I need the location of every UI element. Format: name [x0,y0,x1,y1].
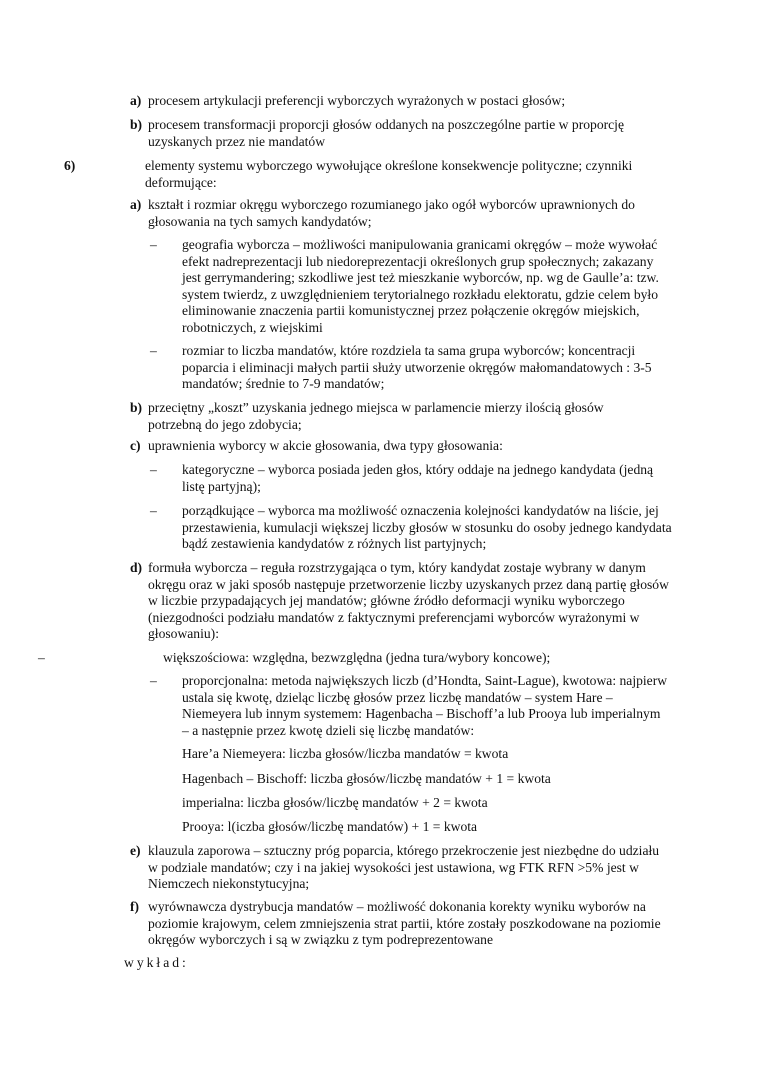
dash-marker: – [150,343,157,358]
list-marker: c) [130,438,141,453]
dash-marker: – [150,673,157,688]
list-item-text: klauzula zaporowa – sztuczny próg poparcia, którego przekroczenie jest niezbędne do udziału w podziale mandatów; czy i na jakiej wysokości jest ustawiona, wg FTK RFN >5% jest w Niemczech niekonstytucyjna; [148,843,660,892]
section-number: 6) [64,158,76,173]
dash-marker: – [38,650,45,665]
sub-item-text: kategoryczne – wyborca posiada jeden głos, który oddaje na jednego kandydata (jedną listę partyjną); [182,462,654,494]
list-marker: b) [130,400,143,415]
dash-marker: – [150,503,157,518]
dash-marker: – [150,462,157,477]
list-item-text: procesem transformacji proporcji głosów oddanych na poszczególne partie w proporcję uzyskanych przez nie mandatów [148,117,624,149]
sub-item-text: większościowa: względna, bezwzględna (jedna tura/wybory koncowe); [163,650,551,665]
list-marker: e) [130,843,141,858]
list-item-text: przeciętny „koszt” uzyskania jednego miejsca w parlamencie mierzy ilością głosów potrzebną do jego zdobycia; [148,400,604,432]
sub-item-text: rozmiar to liczba mandatów, które rozdziela ta sama grupa wyborców; koncentracji poparcia i eliminacji małych partii służy utworzenie okręgów małomandatowych : 3-5 mandatów; średnie to 7-9 mandatów; [182,343,652,392]
list-marker: b) [130,117,143,132]
list-item-text: uprawnienia wyborcy w akcie głosowania, dwa typy głosowania: [148,438,503,453]
dash-marker: – [150,237,157,252]
list-item-text: kształt i rozmiar okręgu wyborczego rozumianego jako ogół wyborców uprawnionych do głosowania na tych samych kandydatów; [148,197,635,229]
list-item-text: formuła wyborcza – reguła rozstrzygająca o tym, który kandydat zostaje wybrany w danym okręgu oraz w jaki sposób następuje przetworzenie liczby uzyskanych przez daną partię głosów w liczbie przypadających jej mandatów; główne źródło deformacji wyniku wyborczego (niezgodności podziału mandatów z faktycznymi preferencjami wyborców wyrażonymi w głosowaniu): [148,560,669,642]
sub-item-text: porządkujące – wyborca ma możliwość oznaczenia kolejności kandydatów na liście, jej przestawienia, kumulacji większej liczby głosów w stosunku do osoby jednego kandydata bądź zestawienia kandydatów z różnych list partyjnych; [182,503,672,552]
sub-item-text: proporcjonalna: metoda największych liczb (d’Hondta, Saint-Lague), kwotowa: najpierw ustala się kwotę, dzieląc liczbę głosów przez liczbę mandatów – system Hare – Niemeyera lub innym systemem: Hagenbacha – Bischoff’a lub Prooya lub imperialnym – a następnie przez kwotę dzieli się liczbę mandatów: [182,673,668,738]
list-marker: f) [130,899,140,914]
list-marker: a) [130,93,142,108]
list-item-text: procesem artykulacji preferencji wyborczych wyrażonych w postaci głosów; [148,93,566,108]
formula-line: Hagenbach – Bischoff: liczba głosów/liczbę mandatów + 1 = kwota [182,771,551,786]
sub-item-text: geografia wyborcza – możliwości manipulowania granicami okręgów – może wywołać efekt nadreprezentacji lub niedoreprezentacji określonych grup społecznych; zakazany jest gerrymandering; szkodliwe jest też mieszkanie wyborców, np. wg de Gaulle’a: tzw. system twierdz, z uwzględnieniem terytorialnego rozkładu elektoratu, gdzie celem było eliminowanie znaczenia partii komunistycznej przez połączenie okręgów miejskich, robotniczych, z wiejskimi [182,237,659,335]
list-marker: d) [130,560,143,575]
list-item-text: wyrównawcza dystrybucja mandatów – możliwość dokonania korekty wyniku wyborów na poziomie krajowym, celem zmniejszenia strat partii, które zostały poszkodowane na poziomie okręgów wyborczych i są w związku z tym podreprezentowane [148,899,661,948]
lecture-label: wykład: [124,955,189,970]
formula-line: Prooya: l(iczba głosów/liczbę mandatów) + 1 = kwota [182,819,478,834]
list-marker: a) [130,197,142,212]
formula-line: imperialna: liczba głosów/liczbę mandatów + 2 = kwota [182,795,488,810]
section-heading-text: elementy systemu wyborczego wywołujące określone konsekwencje polityczne; czynniki deformujące: [145,158,633,190]
formula-line: Hare’a Niemeyera: liczba głosów/liczba mandatów = kwota [182,746,509,761]
